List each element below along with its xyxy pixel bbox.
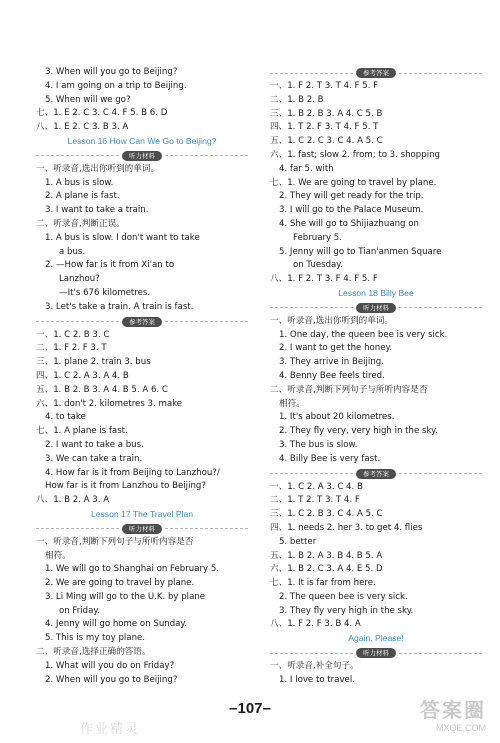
answer-line: 二、1. F 2. F 3. T [36, 343, 107, 354]
divider [270, 653, 353, 654]
section-tag-label: 听力材料 [122, 524, 162, 534]
divider [36, 321, 119, 322]
text-line: 1. One day, the queen bee is very sick. [279, 329, 448, 340]
answer-line: 二、听录音,判断正误。 [36, 218, 125, 229]
text-line: 2. We are going to travel by plane. [45, 578, 195, 589]
answer-line: 八、1. F 2. F 3. B 4. A [270, 619, 361, 630]
text-line: 相符。 [45, 550, 71, 561]
text-line: 3. They arrive in Beijing. [279, 357, 384, 368]
text-line: 4. I am going on a trip to Beijing. [45, 80, 187, 91]
text-line: 4. Billy Bee is very fast. [279, 453, 381, 464]
text-line: 5. When will we go? [45, 94, 131, 105]
section-tag-label: 听力材料 [356, 648, 396, 658]
text-line: on Friday. [59, 605, 100, 616]
section-tag [270, 647, 482, 659]
text-line: 1. We will go to Shanghai on February 5. [45, 564, 220, 575]
answer-line: 五、1. B 2. B 3. A 4. B 5. A 6. C [36, 384, 168, 395]
answer-line: 二、听录音,判断下列句子与所听内容是否 [270, 384, 428, 395]
text-line: 2. The queen bee is very sick. [279, 591, 408, 602]
section-tag [270, 67, 482, 79]
text-line: 4. to take [45, 412, 86, 423]
answer-line: 一、听录音,选出你听到的单词。 [270, 315, 394, 326]
answer-line: 六、1. B 2. C 3. A 4. E 5. D [270, 564, 383, 575]
answer-line: 二、听录音,选择正确的答语。 [36, 647, 151, 658]
text-line: 3. Let's take a train. A train is fast. [45, 301, 194, 312]
text-line: 2. —How far is it from Xi'an to [45, 260, 175, 271]
text-line: 2. When will you go to Beijing? [45, 674, 178, 685]
text-line: 1. A bus is slow. [45, 177, 114, 188]
section-tag [36, 523, 248, 535]
answer-line: 一、听录音,补全句子。 [270, 661, 359, 672]
answer-line: 一、1. C 2. A 3. C 4. B [270, 481, 363, 492]
text-line: 2. I want to take a bus. [45, 439, 144, 450]
divider [165, 321, 248, 322]
text-line: 4. She will go to Shijiazhuang on [279, 218, 419, 229]
site-watermark [420, 694, 486, 733]
text-line: on Tuesday. [293, 260, 343, 271]
answer-line: 五、1. C 2. C 3. C 4. A 5. C [270, 136, 383, 147]
answer-line: 七、1. We are going to travel by plane. [270, 177, 437, 188]
left-column [36, 66, 248, 687]
text-line: How far is it from Lanzhou to Beijing? [45, 481, 206, 492]
text-line: Lanzhou? [59, 274, 100, 285]
answer-line: 一、听录音,判断下列句子与所听内容是否 [36, 536, 194, 547]
divider [165, 155, 248, 156]
divider [36, 155, 119, 156]
text-line: 3. When will you go to Beijing? [45, 67, 178, 77]
text-line: 3. They fly very high in the sky. [279, 605, 414, 616]
answer-line: 四、1. T 2. F 3. T 4. F 5. T [270, 122, 379, 133]
right-column [270, 66, 482, 688]
answer-line: 二、1. T 2. T 3. T 4. F [270, 495, 360, 506]
page-number: –107– [229, 700, 271, 717]
divider [165, 528, 248, 529]
text-line: 相符。 [279, 398, 305, 409]
section-tag [270, 468, 482, 480]
section-tag-label: 听力材料 [356, 303, 396, 313]
text-line: 2. I want to get the honey. [279, 343, 393, 354]
answer-line: 四、1. C 2. A 3. A 4. B [36, 370, 129, 381]
text-line: 3. I want to take a train. [45, 205, 149, 216]
divider [270, 307, 353, 308]
stamp-watermark: 作业精灵 [80, 722, 141, 737]
text-line: 4. How far is it from Beijing to Lanzhou?/ [45, 467, 220, 478]
lesson-heading: Lesson 18 Billy Bee [338, 287, 414, 298]
lesson-heading: Again, Please! [348, 633, 404, 644]
answer-line: 八、1. B 2. A 3. A [36, 495, 110, 506]
text-line: 5. This is my toy plane. [45, 633, 146, 644]
text-line: 1. What will you do on Friday? [45, 660, 175, 671]
text-line: 3. Li Ming will go to the U.K. by plane [45, 591, 206, 602]
answer-line: 一、听录音,选出你听到的单词。 [36, 163, 160, 174]
section-tag [36, 150, 248, 162]
text-line: 5. better [279, 536, 317, 547]
text-line: 4. Jenny will go home on Sunday. [45, 619, 188, 630]
section-tag [270, 302, 482, 314]
divider [270, 73, 353, 74]
divider [399, 307, 482, 308]
answer-line: 五、1. B 2. A 3. B 4. B 5. A [270, 550, 383, 561]
lesson-heading: Lesson 17 The Travel Plan [90, 508, 194, 519]
answer-line: 四、1. needs 2. her 3. to get 4. flies [270, 522, 423, 533]
watermark-url: MXQE.COM [435, 723, 486, 733]
answer-line: 六、1. fast; slow 2. from; to 3. shopping [270, 149, 440, 160]
text-line: a bus. [59, 246, 86, 257]
answer-line: 三、1. C 2. B 3. C 4. A 5. C [270, 509, 383, 520]
text-line: 3. We can take a train. [45, 453, 143, 464]
answer-line: 八、1. F 2. T 3. F 4. F 5. F [270, 274, 378, 285]
section-tag-label: 参考答案 [122, 317, 162, 327]
divider [399, 473, 482, 474]
divider [399, 653, 482, 654]
section-tag-label: 参考答案 [356, 469, 396, 479]
text-line: 4. Benny Bee feels tired. [279, 370, 385, 381]
answer-line: 八、1. E 2. C 3. B 3. A [36, 122, 129, 133]
section-tag-label: 听力材料 [122, 151, 162, 161]
text-line: 1. I love to travel. [279, 674, 355, 685]
answer-line: 一、1. F 2. T 3. T 4. F 5. F [270, 81, 379, 91]
text-line: 1. A bus is slow. I don't want to take [45, 232, 200, 243]
divider [36, 528, 119, 529]
text-line: 2. They will get ready for the trip. [279, 191, 424, 202]
section-tag-label: 参考答案 [356, 68, 396, 78]
divider [270, 473, 353, 474]
answer-line: 七、1. E 2. C 3. C 4. F 5. B 6. D [36, 108, 168, 119]
answer-line: 七、1. It is far from here. [270, 578, 376, 589]
answer-line: 三、1. B 2. B 3. A 4. C 5. B [270, 108, 383, 119]
answer-line: 三、1. plane 2. train 3. bus [36, 357, 151, 368]
text-line: 1. It's about 20 kilometres. [279, 412, 395, 423]
text-line: —It's 676 kilometres. [59, 287, 151, 298]
lesson-heading: Lesson 16 How Can We Go to Beijing? [67, 135, 217, 146]
section-tag [36, 316, 248, 328]
watermark-logo-text: 答案圈 [420, 698, 486, 722]
text-line: February 5. [293, 232, 343, 243]
text-line: 2. A plane is fast. [45, 191, 120, 202]
text-line: 5. Jenny will go to Tian'anmen Square [279, 246, 442, 257]
text-line: 3. The bus is slow. [279, 439, 358, 450]
text-line: 3. I will go to the Palace Museum. [279, 205, 424, 216]
answer-line: 二、1. B 2. B [270, 94, 324, 105]
answer-line: 七、1. A plane is fast. [36, 426, 128, 437]
divider [399, 73, 482, 74]
text-line: 2. They fly very, very high in the sky. [279, 426, 438, 437]
text-line: 4. far 5. with [279, 163, 334, 174]
answer-line: 一、1. C 2. B 3. C [36, 329, 110, 340]
answer-line: 六、1. don't 2. kilometres 3. make [36, 398, 183, 409]
